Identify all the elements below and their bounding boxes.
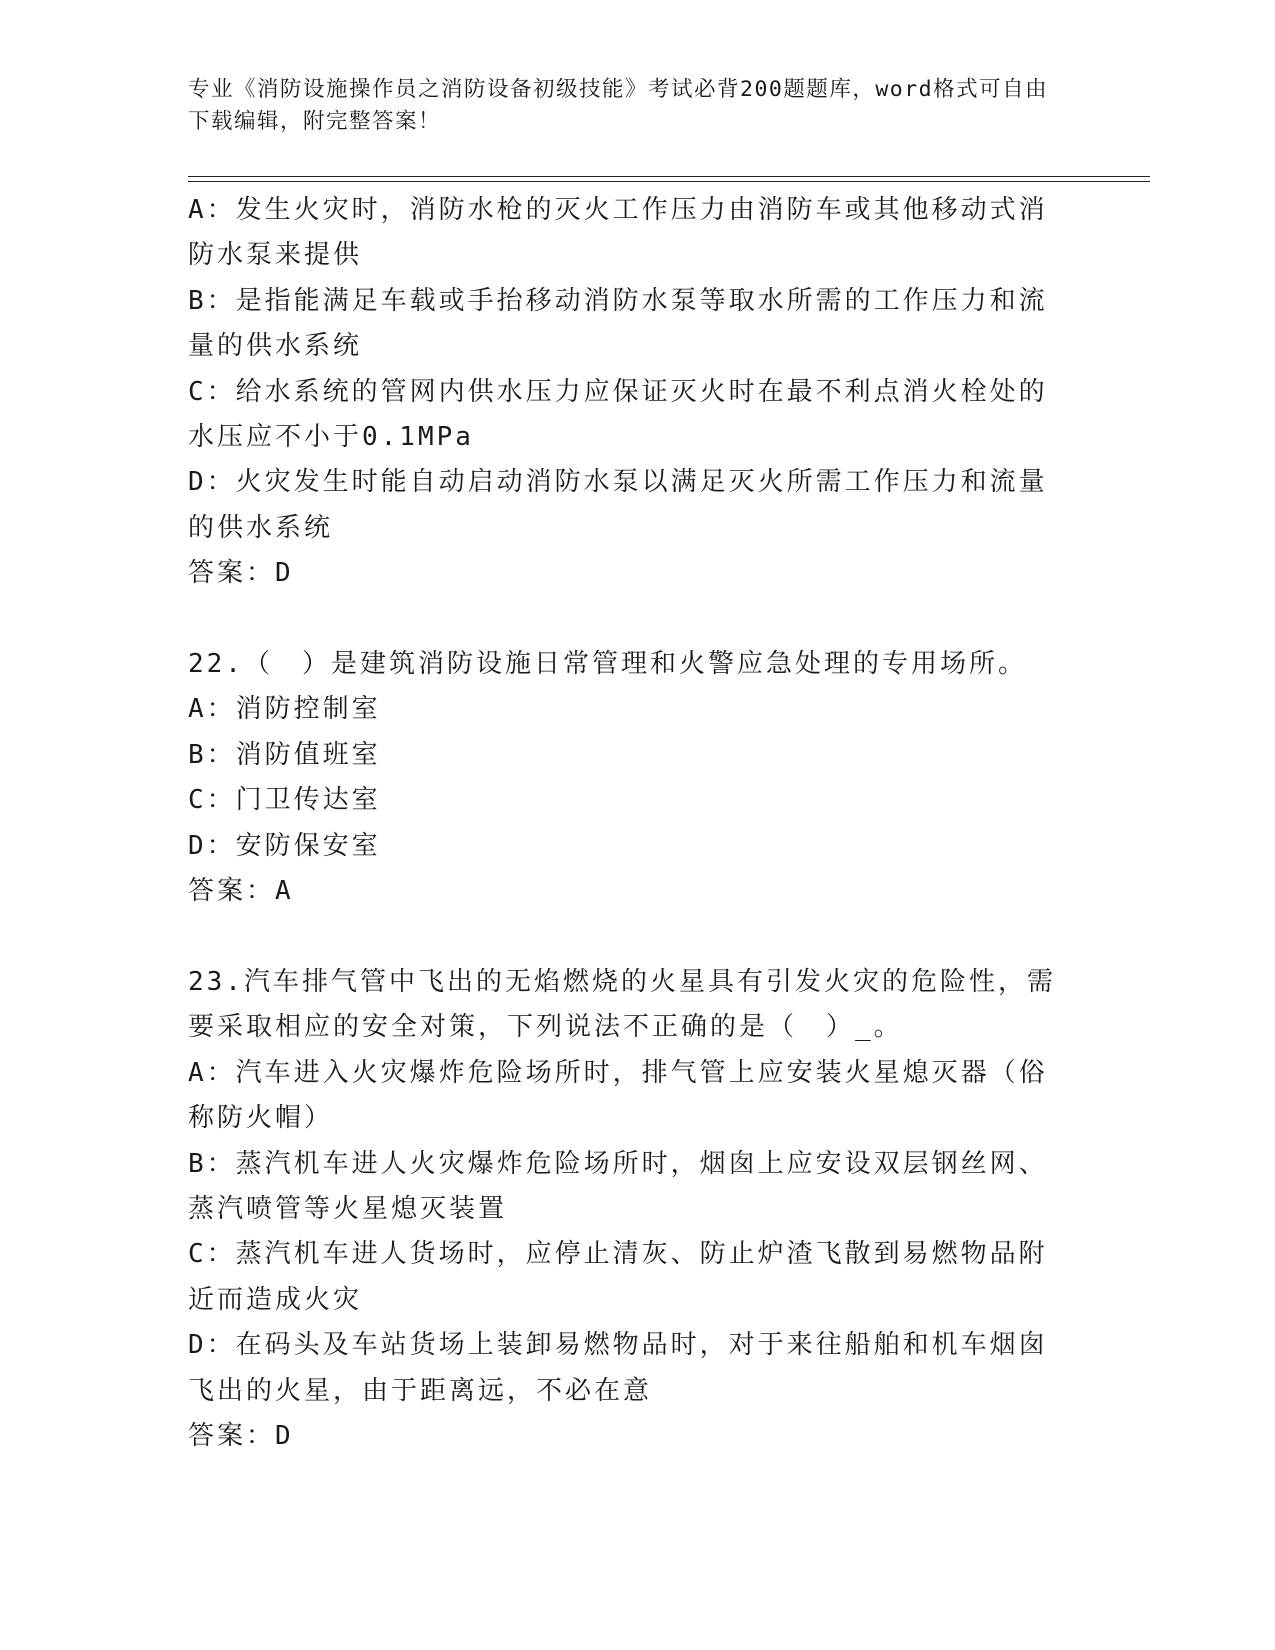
option-a: A：消防控制室 [188,694,381,725]
option-b: B：蒸汽机车进人火灾爆炸危险场所时，烟囱上应安设双层钢丝网、蒸汽喷管等火星熄灭装置 [188,1148,1048,1224]
document-header: 专业《消防设施操作员之消防设备初级技能》考试必背200题题库，word格式可自由下载编辑，附完整答案！ [188,77,1049,134]
option-c: C：门卫传达室 [188,785,381,816]
question-23-block [188,960,1068,1459]
option-d: D：安防保安室 [188,830,381,861]
previous-question-block [188,188,1068,597]
answer-line: 答案：D [188,1420,294,1451]
answer-line: 答案：D [188,558,294,589]
option-b: B：是指能满足车载或手抬移动消防水泵等取水所需的工作压力和流量的供水系统 [188,285,1048,362]
option-c: C：蒸汽机车进人货场时，应停止清灰、防止炉渣飞散到易燃物品附近而造成火灾 [188,1239,1048,1315]
answer-line: 答案：A [188,876,294,907]
option-c: C：给水系统的管网内供水压力应保证灭火时在最不利点消火栓处的水压应不小于0.1MPa [188,376,1048,453]
question-stem: 22.（ ）是建筑消防设施日常管理和火警应急处理的专用场所。 [188,649,1027,680]
header-divider-bottom [188,181,1150,182]
question-22-block [188,642,1068,914]
question-stem: 23.汽车排气管中飞出的无焰燃烧的火星具有引发火灾的危险性，需要采取相应的安全对策，下列说法不正确的是（ ）_。 [188,966,1056,1043]
option-d: D：在码头及车站货场上装卸易燃物品时，对于来往船舶和机车烟囱飞出的火星，由于距离远，不必在意 [188,1330,1048,1406]
spacer [188,597,1068,642]
option-a: A：发生火灾时，消防水枪的灭火工作压力由消防车或其他移动式消防水泵来提供 [188,195,1048,271]
spacer [188,914,1068,959]
option-d: D：火灾发生时能自动启动消防水泵以满足灭火所需工作压力和流量的供水系统 [188,467,1048,543]
option-a: A：汽车进入火灾爆炸危险场所时，排气管上应安装火星熄灭器（俗称防火帽） [188,1057,1048,1134]
question-content [188,188,1068,1459]
option-b: B：消防值班室 [188,739,381,770]
header-divider-top [188,176,1150,177]
